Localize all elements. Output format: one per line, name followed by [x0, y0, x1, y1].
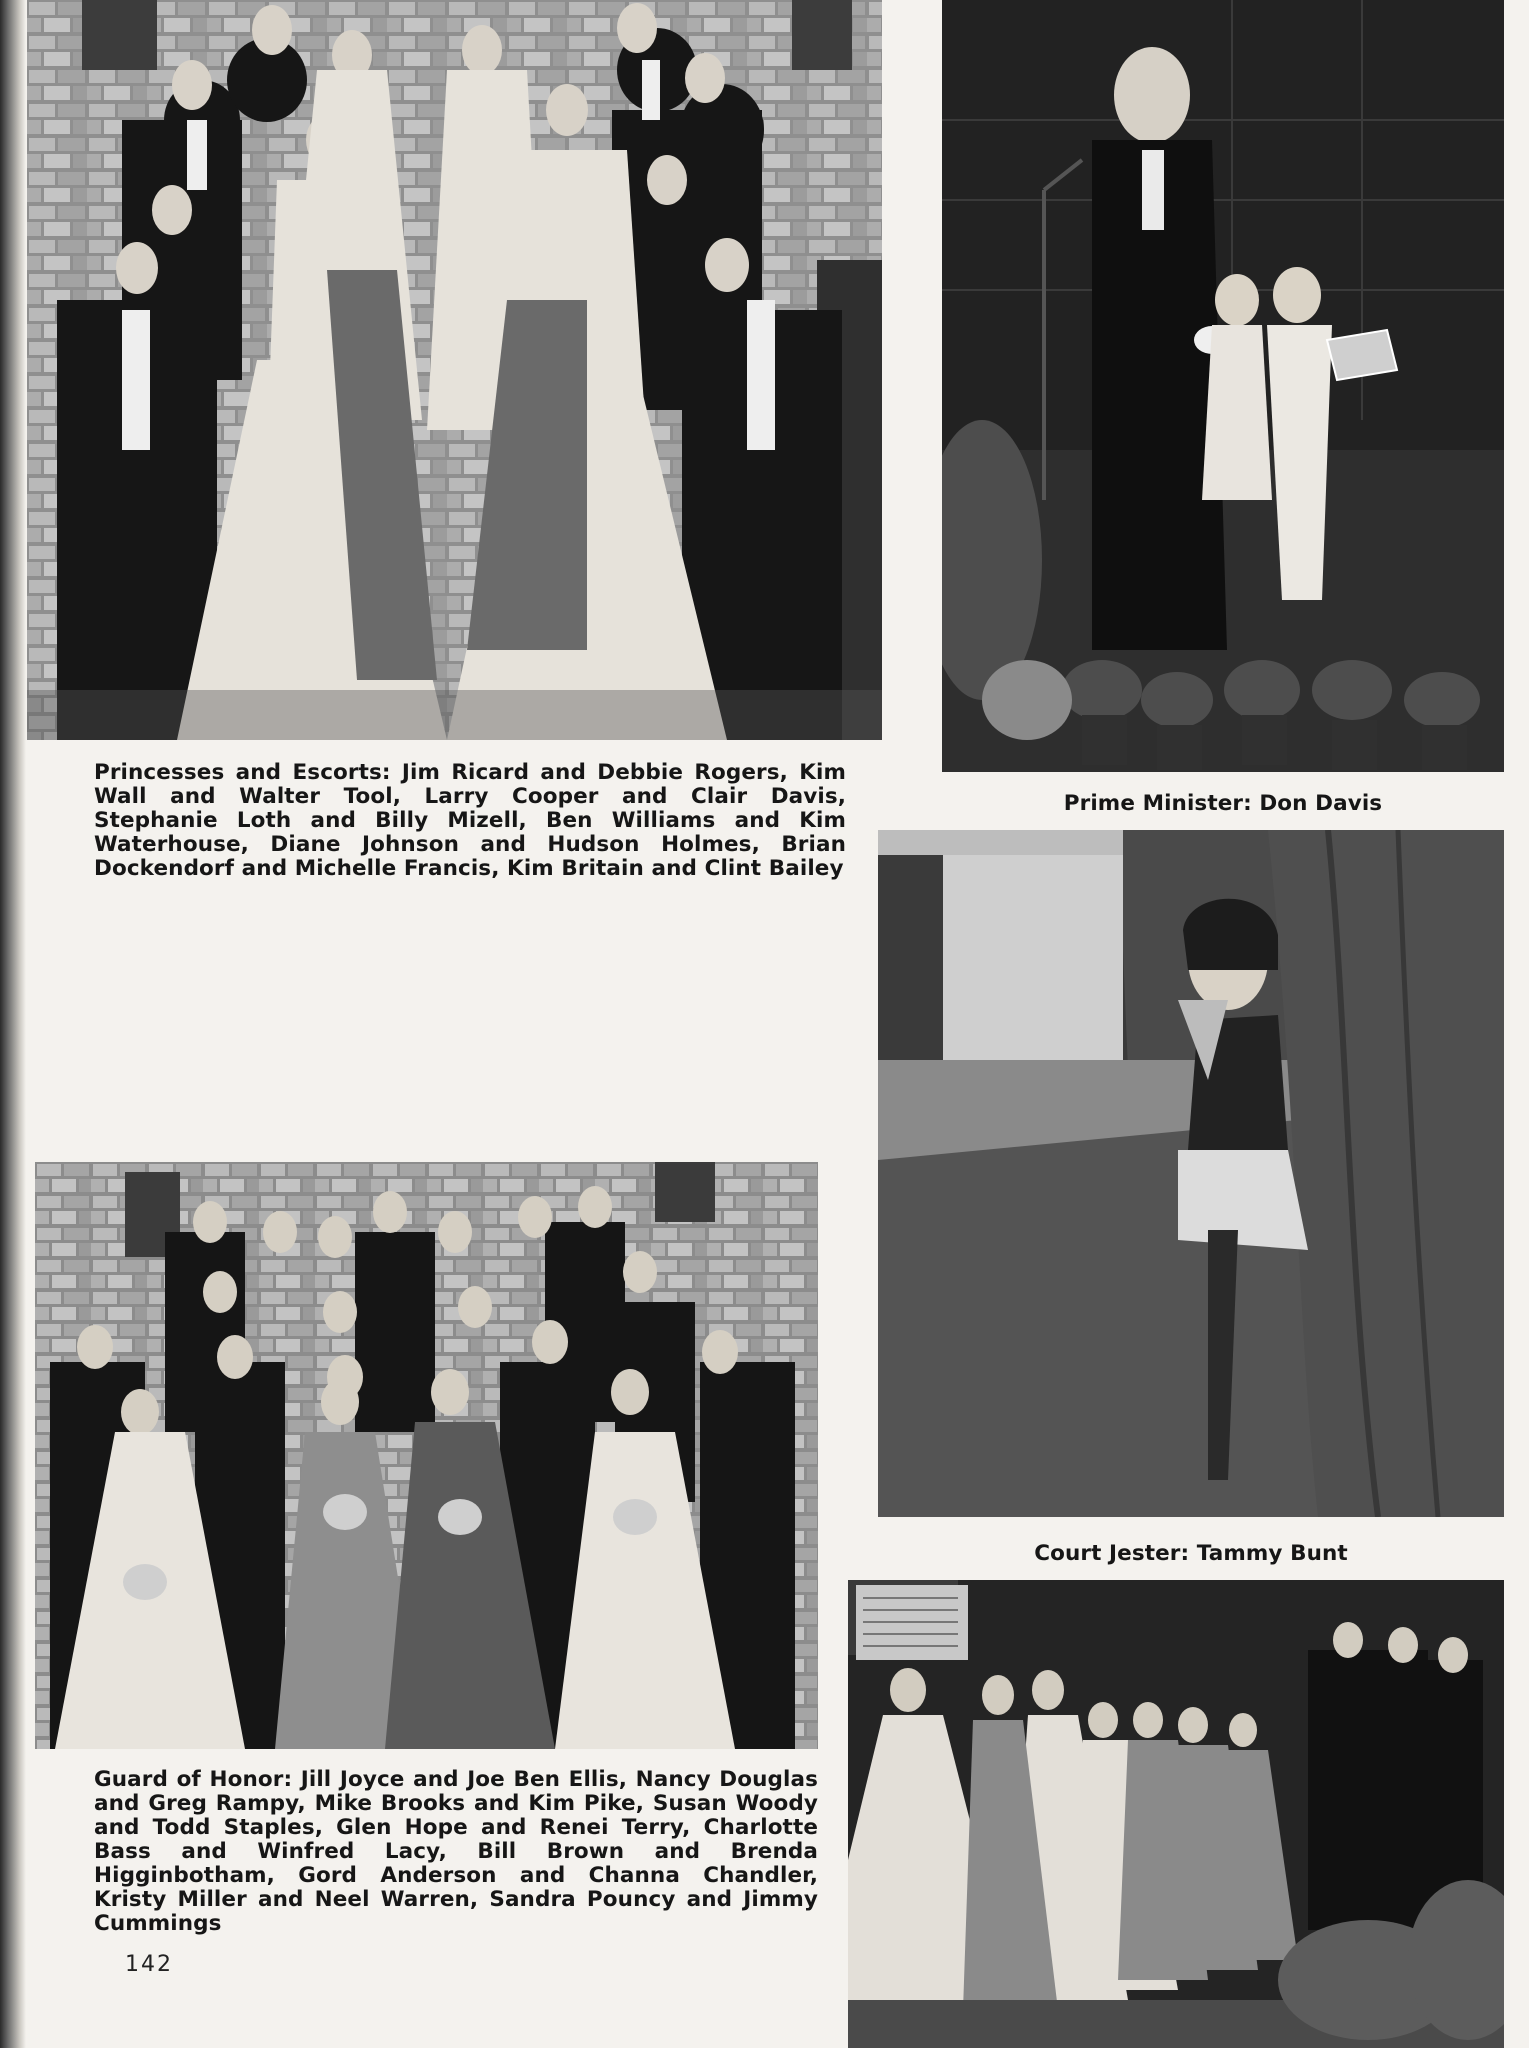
court-jester-caption: Court Jester: Tammy Bunt [1034, 1541, 1348, 1566]
page-number: 142 [125, 1952, 173, 1977]
guard-of-honor-photo [35, 1162, 818, 1749]
processional-photo [848, 1580, 1504, 2048]
prime-minister-caption: Prime Minister: Don Davis [1063, 791, 1383, 816]
guard-of-honor-caption: Guard of Honor: Jill Joyce and Joe Ben Ellis, Nancy Douglas and Greg Rampy, Mike Brooks and Kim Pike, Susan Woody and Todd Staples, Glen Hope and Renei Terry, Charlotte Bass and Winfred Lacy, Bill Brown and Brenda Higginbotham, Gord Anderson and Channa Chandler, Kristy Miller and Neel Warren, Sandra Pouncy and Jimmy Cummings [94, 1767, 818, 1936]
princesses-escorts-caption: Princesses and Escorts: Jim Ricard and Debbie Rogers, Kim Wall and Walter Tool, Larry Cooper and Clair Davis, Stephanie Loth and Billy Mizell, Ben Williams and Kim Waterhouse, Diane Johnson and Hudson Holmes, Brian Dockendorf and Michelle Francis, Kim Britain and Clint Bailey [94, 760, 846, 881]
prime-minister-photo [942, 0, 1504, 772]
princesses-escorts-photo [27, 0, 882, 740]
court-jester-photo [878, 830, 1504, 1517]
book-binding-edge [0, 0, 26, 2048]
